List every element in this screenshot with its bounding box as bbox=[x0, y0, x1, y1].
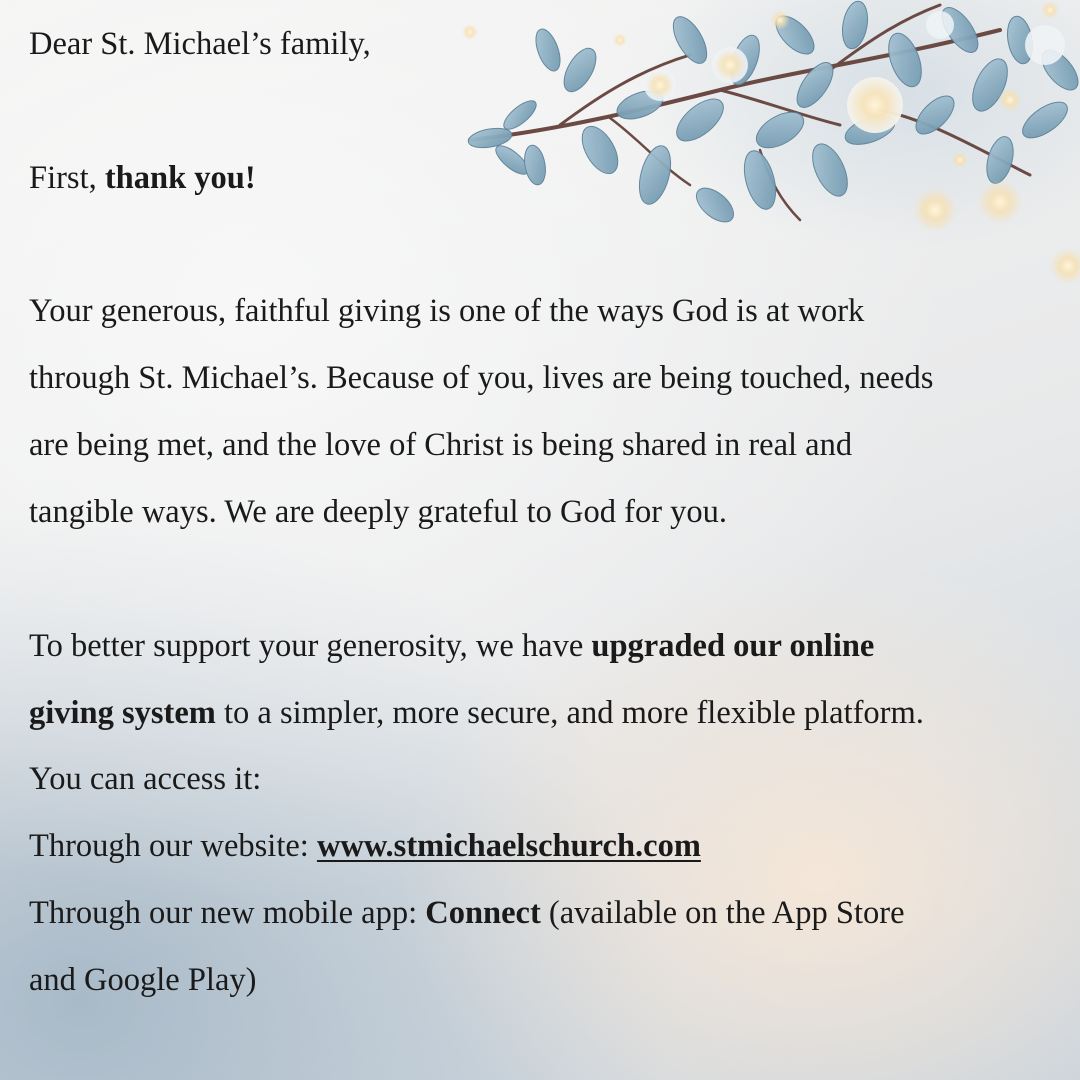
app-availability-line2: and Google Play) bbox=[29, 962, 257, 998]
paragraph2-rest: to a simpler, more secure, and more flexible platform. bbox=[215, 695, 924, 731]
website-lead: Through our website: bbox=[29, 828, 317, 864]
thank-you-line bbox=[29, 158, 256, 198]
upgrade-emphasis-part2: giving system bbox=[29, 695, 216, 731]
upgrade-emphasis-part1: upgraded our online bbox=[591, 628, 875, 664]
paragraph1-line4: tangible ways. We are deeply grateful to God for you. bbox=[29, 494, 728, 530]
thank-you-emphasis: thank you! bbox=[104, 160, 256, 196]
app-lead: Through our new mobile app: bbox=[29, 895, 426, 931]
access-intro: You can access it: bbox=[29, 761, 262, 797]
paragraph1-line1: Your generous, faithful giving is one of the ways God is at work bbox=[29, 293, 865, 329]
paragraph1-line2: through St. Michael’s. Because of you, lives are being touched, needs bbox=[29, 360, 934, 396]
paragraph2-line2 bbox=[29, 693, 924, 733]
paragraph1-line3: are being met, and the love of Christ is being shared in real and bbox=[29, 427, 853, 463]
app-line bbox=[29, 893, 905, 933]
app-name: Connect bbox=[425, 895, 541, 931]
paragraph2-lead: To better support your generosity, we have bbox=[29, 628, 592, 664]
website-line bbox=[29, 826, 701, 866]
paragraph2-line1 bbox=[29, 626, 874, 666]
website-link[interactable]: www.stmichaelschurch.com bbox=[316, 828, 701, 864]
thank-you-lead: First, bbox=[29, 160, 105, 196]
app-availability: (available on the App Store bbox=[540, 895, 905, 931]
greeting: Dear St. Michael’s family, bbox=[29, 26, 371, 62]
